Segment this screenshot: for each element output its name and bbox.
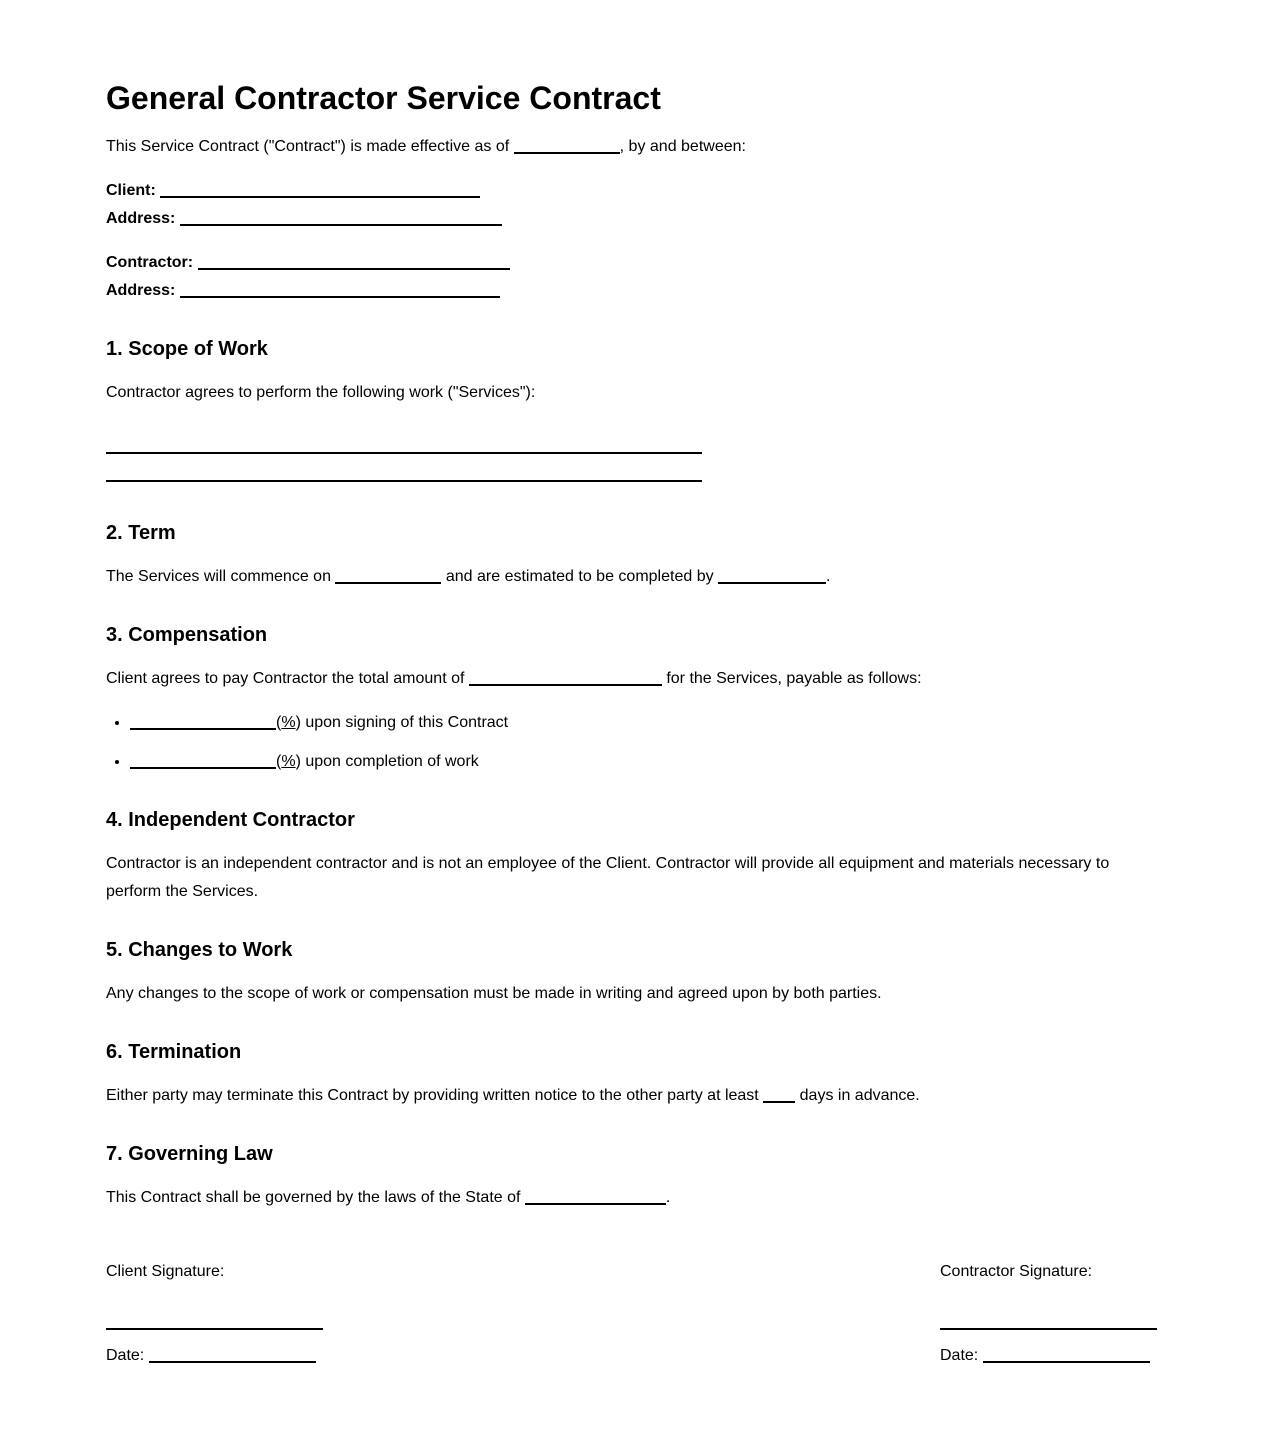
scope-intro-paragraph: Contractor agrees to perform the following work ("Services"): — [106, 384, 536, 401]
term-paragraph — [106, 563, 1157, 591]
completion-percent-blank — [130, 755, 276, 769]
termination-text-post: days in advance. — [795, 1087, 920, 1104]
independent-contractor-paragraph: Contractor is an independent contractor and is not an employee of the Client. Contractor will provide all equipment and materials necessary to perform the Services. — [106, 855, 1110, 900]
section-heading-scope-of-work: 1. Scope of Work — [106, 338, 268, 360]
payment-bullet-completion-text: upon completion of work — [300, 753, 479, 770]
scope-blank-line-2 — [106, 468, 702, 482]
client-date-blank — [149, 1349, 316, 1363]
paren-open: ( — [276, 714, 282, 731]
client-address-label: Address: — [106, 210, 180, 227]
paren-close: ) — [295, 714, 301, 731]
client-party-block — [106, 177, 1157, 233]
contractor-date-blank — [983, 1349, 1150, 1363]
notice-days-blank — [763, 1089, 795, 1103]
completion-date-blank — [718, 570, 826, 584]
client-label: Client: — [106, 182, 161, 199]
paren-open: ( — [276, 753, 282, 770]
payment-bullet-signing-text: upon signing of this Contract — [300, 714, 509, 731]
client-date-label: Date: — [106, 1347, 149, 1364]
section-heading-termination: 6. Termination — [106, 1041, 242, 1063]
contractor-date-label: Date: — [940, 1347, 983, 1364]
compensation-text-post: for the Services, payable as follows: — [661, 670, 922, 687]
client-signature-label: Client Signature: — [106, 1263, 225, 1280]
termination-text-pre: Either party may terminate this Contract by providing written notice to the other party at least — [106, 1087, 764, 1104]
changes-paragraph: Any changes to the scope of work or compensation must be made in writing and agreed upon by both parties. — [106, 985, 882, 1002]
termination-paragraph — [106, 1082, 1157, 1110]
client-address-blank — [180, 212, 502, 226]
effective-date-blank — [514, 140, 620, 154]
total-amount-blank — [469, 672, 662, 686]
paren-close: ) — [295, 753, 301, 770]
section-heading-term: 2. Term — [106, 522, 176, 544]
section-heading-changes-to-work: 5. Changes to Work — [106, 939, 293, 961]
percent-sign: % — [281, 714, 296, 731]
contractor-date-row — [940, 1342, 1157, 1370]
client-date-row — [106, 1342, 323, 1370]
compensation-text-pre: Client agrees to pay Contractor the total amount of — [106, 670, 469, 687]
client-signature-line — [106, 1328, 323, 1330]
term-text-pre: The Services will commence on — [106, 568, 336, 585]
term-text-mid: and are estimated to be completed by — [441, 568, 719, 585]
commence-date-blank — [335, 570, 441, 584]
document-title: General Contractor Service Contract — [106, 80, 661, 116]
scope-blank-line-1 — [106, 440, 702, 454]
client-name-blank — [160, 184, 480, 198]
compensation-paragraph — [106, 665, 1157, 693]
client-signature-block — [106, 1258, 323, 1370]
governing-law-paragraph — [106, 1184, 1157, 1212]
contractor-name-blank — [198, 256, 510, 270]
contractor-signature-block — [940, 1258, 1157, 1370]
intro-paragraph — [106, 133, 1157, 161]
payment-schedule-list — [106, 709, 1157, 776]
contractor-address-blank — [180, 284, 500, 298]
contractor-signature-line — [940, 1328, 1157, 1330]
contractor-address-label: Address: — [106, 282, 180, 299]
intro-text-pre: This Service Contract ("Contract") is made effective as of — [106, 138, 514, 155]
contractor-party-block — [106, 249, 1157, 305]
governing-text-pre: This Contract shall be governed by the laws of the State of — [106, 1189, 525, 1206]
payment-bullet-completion — [130, 748, 1157, 776]
term-text-post: . — [826, 568, 831, 585]
payment-bullet-signing — [130, 709, 1157, 737]
percent-sign: % — [281, 753, 296, 770]
state-blank — [525, 1191, 666, 1205]
section-heading-independent-contractor: 4. Independent Contractor — [106, 809, 355, 831]
section-heading-compensation: 3. Compensation — [106, 624, 268, 646]
contractor-signature-label: Contractor Signature: — [940, 1263, 1093, 1280]
scope-blank-lines — [106, 433, 1157, 489]
section-heading-governing-law: 7. Governing Law — [106, 1143, 273, 1165]
signature-section — [106, 1258, 1157, 1370]
intro-text-post: , by and between: — [619, 138, 746, 155]
signing-percent-blank — [130, 716, 276, 730]
governing-text-post: . — [665, 1189, 671, 1206]
contractor-label: Contractor: — [106, 254, 198, 271]
